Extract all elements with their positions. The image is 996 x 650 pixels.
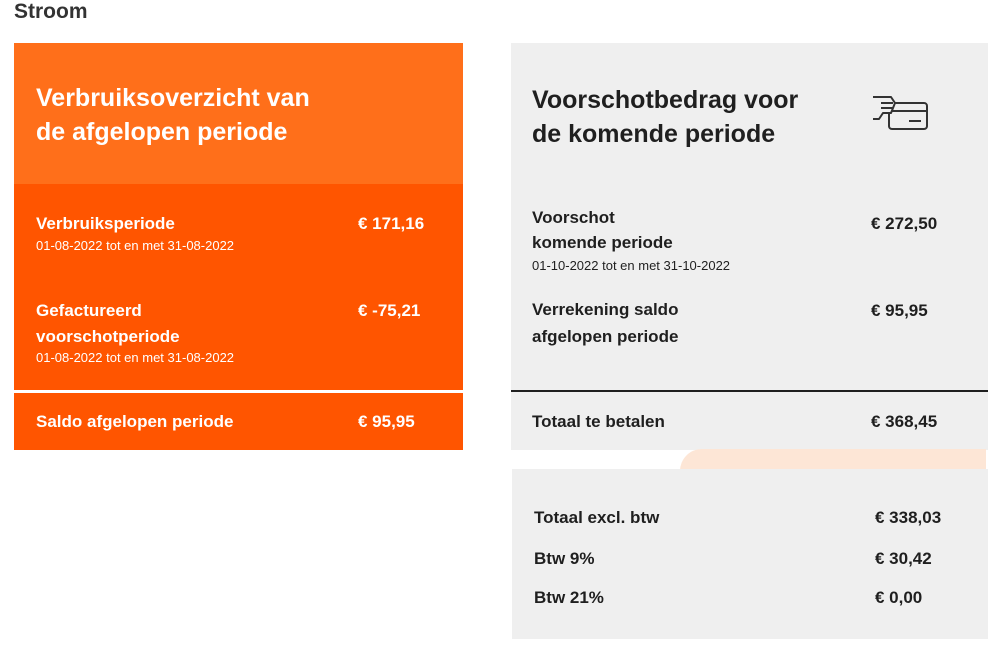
balance-settlement-label-line2: afgelopen periode	[532, 327, 679, 346]
invoiced-advance-dates: 01-08-2022 tot en met 31-08-2022	[36, 350, 235, 365]
advance-next-dates: 01-10-2022 tot en met 31-10-2022	[532, 258, 731, 273]
advance-next-label-line2: komende periode	[532, 233, 673, 252]
advance-amount-title-line1: Voorschotbedrag voor	[532, 86, 799, 114]
total-excl-vat-label: Totaal excl. btw	[534, 508, 660, 527]
advance-amount-title	[532, 83, 852, 151]
vat-9-amount: € 30,42	[875, 549, 932, 568]
usage-overview-card	[14, 43, 463, 450]
total-due-amount: € 368,45	[871, 412, 938, 431]
decorative-accent	[680, 449, 986, 471]
vat-21-amount: € 0,00	[875, 588, 923, 607]
balance-settlement-amount: € 95,95	[871, 301, 928, 320]
payment-card-icon	[869, 93, 931, 135]
advance-next-label-line1: Voorschot	[532, 208, 615, 227]
usage-overview-title-line1: Verbruiksoverzicht van	[36, 84, 310, 112]
vat-breakdown-card	[512, 469, 988, 639]
usage-period-label: Verbruiksperiode	[36, 214, 175, 233]
vat-21-label: Btw 21%	[534, 588, 604, 607]
vat-9-label: Btw 9%	[534, 549, 595, 568]
page-title: Stroom	[14, 0, 88, 23]
invoiced-advance-label-line2: voorschotperiode	[36, 327, 180, 346]
advance-amount-divider	[511, 390, 988, 392]
usage-overview-title	[36, 81, 356, 149]
advance-next-amount: € 272,50	[871, 214, 938, 233]
previous-balance-label: Saldo afgelopen periode	[36, 412, 234, 431]
invoiced-advance-amount: € -75,21	[358, 301, 421, 320]
advance-amount-title-line2: de komende periode	[532, 120, 776, 148]
usage-period-amount: € 171,16	[358, 214, 425, 233]
invoiced-advance-label-line1: Gefactureerd	[36, 301, 142, 320]
total-due-label: Totaal te betalen	[532, 412, 665, 431]
balance-settlement-label-line1: Verrekening saldo	[532, 300, 679, 319]
usage-period-dates: 01-08-2022 tot en met 31-08-2022	[36, 238, 235, 253]
previous-balance-amount: € 95,95	[358, 412, 415, 431]
total-excl-vat-amount: € 338,03	[875, 508, 942, 527]
usage-overview-title-line2: de afgelopen periode	[36, 118, 288, 146]
advance-amount-card	[511, 43, 988, 450]
